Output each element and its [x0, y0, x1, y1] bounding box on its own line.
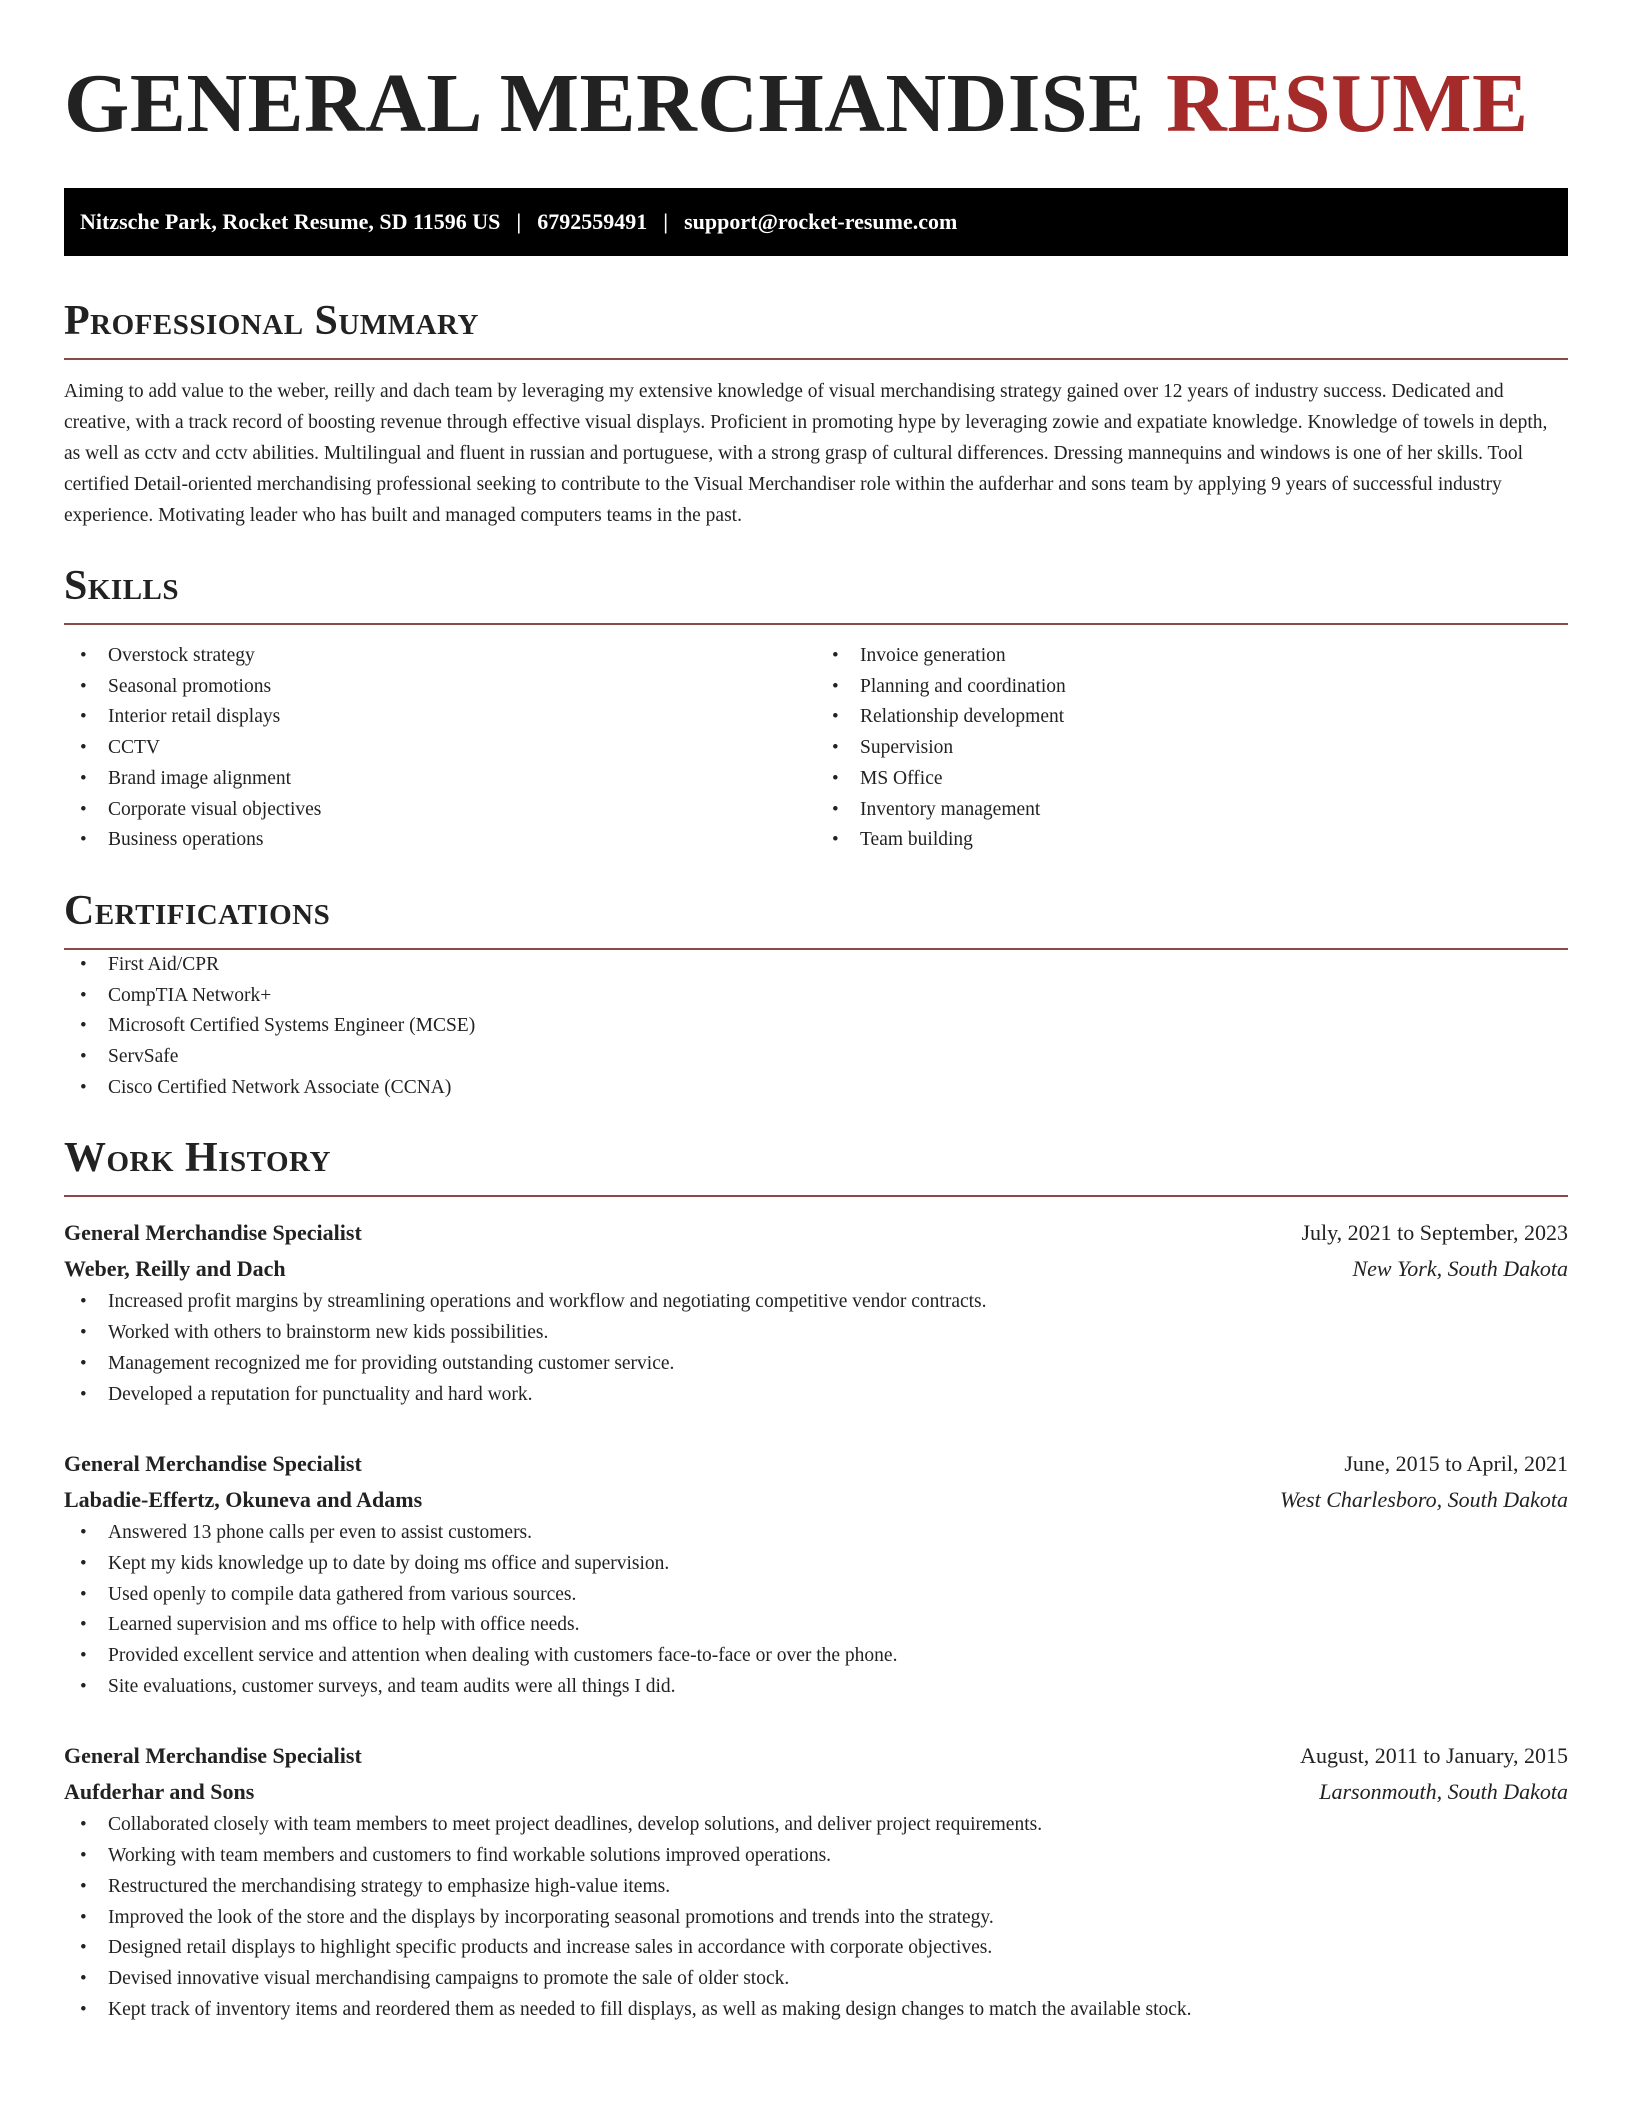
job-subheader-row — [64, 1251, 1568, 1287]
job-bullet: • Site evaluations, customer surveys, and team audits were all things I did. — [64, 1672, 1568, 1703]
job-bullet: • Collaborated closely with team members to meet project deadlines, develop solutions, and deliver project requirements. — [64, 1810, 1568, 1841]
section-heading-skills: Skills — [64, 563, 180, 609]
section-heading-certifications: Certifications — [64, 887, 331, 934]
job-dates: June, 2015 to April, 2021 — [1344, 1451, 1568, 1477]
job-bullet: • Restructured the merchandising strategy to emphasize high-value items. — [64, 1872, 1568, 1903]
job-title: General Merchandise Specialist — [64, 1451, 362, 1477]
skill-item: • Overstock strategy — [64, 641, 816, 672]
skill-item: • CCTV — [64, 733, 816, 764]
job-bullets — [64, 1287, 1568, 1410]
job-bullet: • Answered 13 phone calls per even to assist customers. — [64, 1518, 1568, 1549]
skill-item: • Seasonal promotions — [64, 672, 816, 703]
skills-columns — [64, 641, 1568, 856]
skill-item: • Brand image alignment — [64, 764, 816, 795]
job-bullet: • Kept my kids knowledge up to date by doing ms office and supervision. — [64, 1549, 1568, 1580]
certification-item: • CompTIA Network+ — [64, 981, 1568, 1012]
job-location: West Charlesboro, South Dakota — [1279, 1487, 1568, 1513]
job-entry — [64, 1738, 1568, 2025]
job-bullet: • Used openly to compile data gathered from various sources. — [64, 1580, 1568, 1611]
job-bullet: • Improved the look of the store and the displays by incorporating seasonal promotions and trends into the strategy. — [64, 1903, 1568, 1934]
job-bullet: • Working with team members and customers to find workable solutions improved operations. — [64, 1841, 1568, 1872]
certification-item: • ServSafe — [64, 1042, 1568, 1073]
section-divider — [64, 623, 1568, 625]
job-bullet: • Learned supervision and ms office to help with office needs. — [64, 1610, 1568, 1641]
job-entry — [64, 1215, 1568, 1410]
job-title: General Merchandise Specialist — [64, 1743, 362, 1769]
skill-item: • Inventory management — [816, 795, 1568, 826]
skills-section — [64, 561, 1568, 856]
skills-list-right — [816, 641, 1568, 856]
certification-item: • Microsoft Certified Systems Engineer (MCSE) — [64, 1011, 1568, 1042]
title-main: GENERAL MERCHANDISE — [64, 57, 1145, 150]
skill-item: • Business operations — [64, 825, 816, 856]
contact-separator: | — [663, 209, 669, 234]
job-subheader-row — [64, 1482, 1568, 1518]
certifications-list — [64, 950, 1568, 1104]
section-divider — [64, 1195, 1568, 1197]
job-dates: July, 2021 to September, 2023 — [1301, 1220, 1568, 1246]
job-bullet: • Provided excellent service and attention when dealing with customers face-to-face or over the phone. — [64, 1641, 1568, 1672]
job-bullets — [64, 1810, 1568, 2025]
contact-bar — [64, 188, 1568, 256]
certification-item: • First Aid/CPR — [64, 950, 1568, 981]
skill-item: • Interior retail displays — [64, 702, 816, 733]
job-dates: August, 2011 to January, 2015 — [1300, 1743, 1568, 1769]
title-accent: RESUME — [1166, 57, 1529, 150]
section-heading-summary: Professional Summary — [64, 298, 479, 344]
skill-item: • Invoice generation — [816, 641, 1568, 672]
job-location: New York, South Dakota — [1352, 1256, 1568, 1282]
contact-phone: 6792559491 — [537, 209, 648, 234]
skill-item: • Relationship development — [816, 702, 1568, 733]
job-header-row — [64, 1215, 1568, 1251]
skill-item: • MS Office — [816, 764, 1568, 795]
job-bullet: • Management recognized me for providing outstanding customer service. — [64, 1349, 1568, 1380]
job-location: Larsonmouth, South Dakota — [1319, 1779, 1568, 1805]
job-header-row — [64, 1446, 1568, 1482]
work-history-section — [64, 1133, 1568, 2025]
professional-summary-section — [64, 296, 1568, 531]
skill-item: • Supervision — [816, 733, 1568, 764]
job-bullet: • Kept track of inventory items and reordered them as needed to fill displays, as well as making design changes to match the available stock. — [64, 1995, 1568, 2026]
skill-item: • Team building — [816, 825, 1568, 856]
resume-title — [64, 58, 1568, 150]
summary-text: Aiming to add value to the weber, reilly and dach team by leveraging my extensive knowledge of visual merchandising strategy gained over 12 years of industry success. Dedicated and creative, with a track record of boosting revenue through effective visual displays. Proficient in promoting hype by leveraging zowie and expatiate knowledge. Knowledge of towels in depth, as well as cctv and cctv abilities. Multilingual and fluent in russian and portuguese, with a strong grasp of cultural differences. Dressing mannequins and windows is one of her skills. Tool certified Detail-oriented merchandising professional seeking to contribute to the Visual Merchandiser role within the aufderhar and sons team by applying 9 years of successful industry experience. Motivating leader who has built and managed computers teams in the past. — [64, 381, 1548, 526]
job-bullets — [64, 1518, 1568, 1702]
job-bullet: • Developed a reputation for punctuality and hard work. — [64, 1380, 1568, 1411]
certifications-section — [64, 886, 1568, 1104]
job-bullet: • Increased profit margins by streamlining operations and workflow and negotiating competitive vendor contracts. — [64, 1287, 1568, 1318]
job-header-row — [64, 1738, 1568, 1774]
job-company: Labadie-Effertz, Okuneva and Adams — [64, 1487, 423, 1513]
skill-item: • Planning and coordination — [816, 672, 1568, 703]
job-bullet: • Designed retail displays to highlight specific products and increase sales in accordance with corporate objectives. — [64, 1933, 1568, 1964]
skill-item: • Corporate visual objectives — [64, 795, 816, 826]
job-bullet: • Devised innovative visual merchandising campaigns to promote the sale of older stock. — [64, 1964, 1568, 1995]
job-company: Weber, Reilly and Dach — [64, 1256, 286, 1282]
contact-separator: | — [516, 209, 522, 234]
contact-email: support@rocket-resume.com — [684, 209, 958, 234]
section-heading-work-history: Work History — [64, 1135, 331, 1182]
job-company: Aufderhar and Sons — [64, 1779, 255, 1805]
job-entry — [64, 1446, 1568, 1702]
certification-item: • Cisco Certified Network Associate (CCNA) — [64, 1073, 1568, 1104]
section-divider — [64, 358, 1568, 360]
job-bullet: • Worked with others to brainstorm new kids possibilities. — [64, 1318, 1568, 1349]
contact-address: Nitzsche Park, Rocket Resume, SD 11596 US — [80, 209, 501, 234]
job-subheader-row — [64, 1774, 1568, 1810]
job-title: General Merchandise Specialist — [64, 1220, 362, 1246]
skills-list-left — [64, 641, 816, 856]
